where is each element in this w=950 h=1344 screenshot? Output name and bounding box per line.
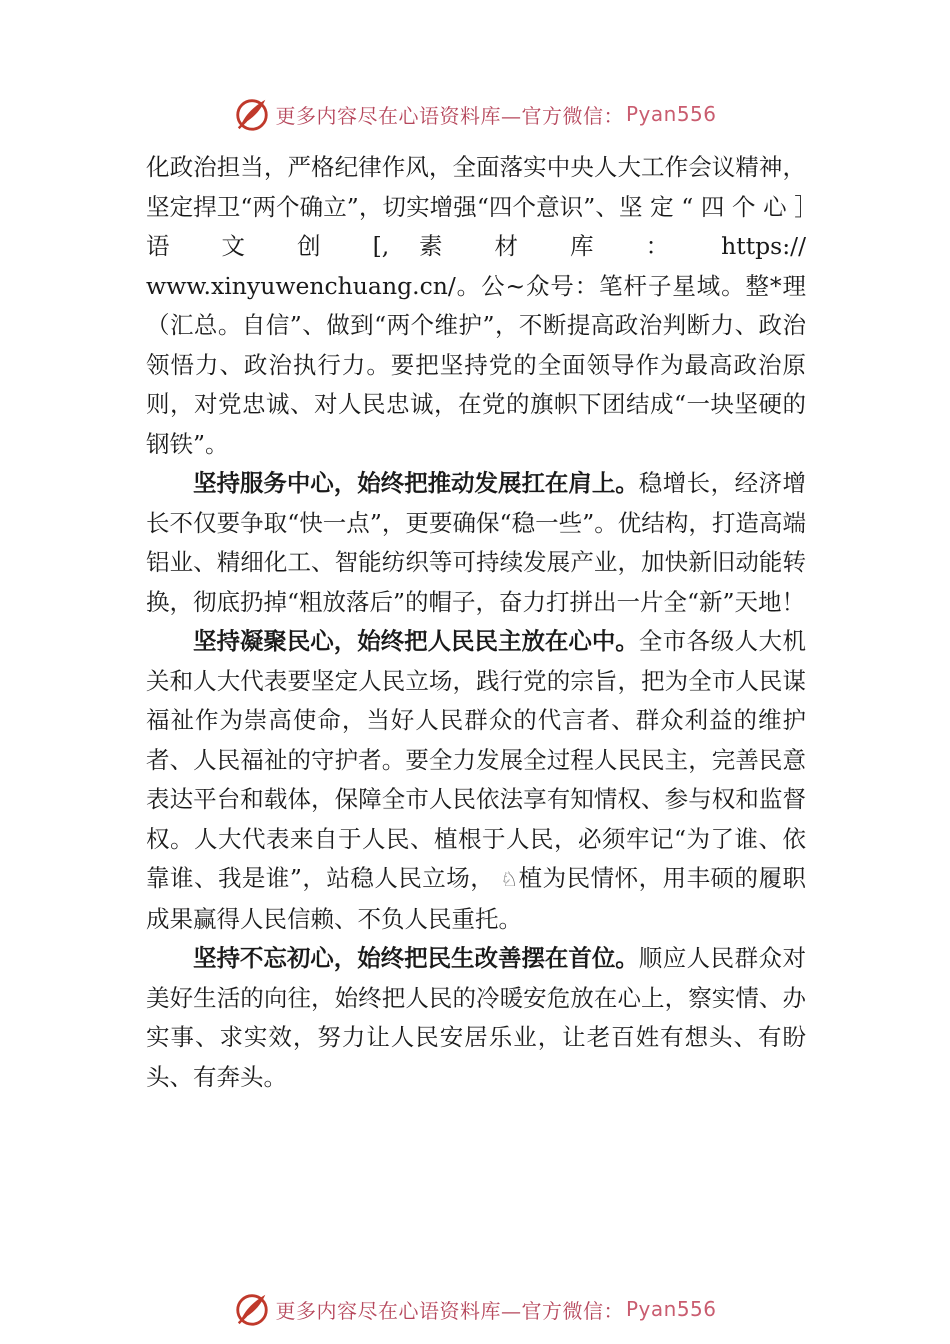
- wechat-id: Pyan556: [625, 1297, 717, 1321]
- quill-logo-icon: [233, 1290, 271, 1328]
- paragraph-heading: 坚持不忘初心，始终把民生改善摆在首位。: [193, 944, 639, 972]
- paragraph-text: 化政治担当，严格纪律作风，全面落实中央人大工作会议精神，坚定捍卫“两个确立”，切实增强“四个意识”、坚 定 “ 四 个 心 ］语 文 创 [, 素 材 库 ： https:// www.xinyuwenchuang.cn/。公~众号：笔杆子星域。整*理（汇总。自信”、做到“两个维护”，不断提高政治判断力、政治领悟力、政治执行力。要把坚持党的全面领导作为最高政治原则，对党忠诚、对人民忠诚，在党的旗帜下团结成“一块坚硬的钢铁”。: [146, 153, 806, 458]
- banner-text: 更多内容尽在心语资料库—官方微信：: [275, 103, 624, 128]
- paragraph-text: 全市各级人大机关和人大代表要坚定人民立场，践行党的宗旨，把为全市人民谋福祉作为崇高使命，当好人民群众的代言者、群众利益的维护者、人民福祉的守护者。要全力发展全过程人民民主，完善民意表达平台和载体，保障全市人民依法享有知情权、参与权和监督权。人大代表来自于人民、植根于人民，必须牢记“为了谁、依靠谁、我是谁”，站稳人民立场，: [146, 627, 807, 892]
- header-banner: [0, 92, 950, 136]
- paragraph-1: [146, 148, 806, 464]
- paragraph-text-tail: 植为民情怀，用丰硕的履职成果赢得人民信赖、不负人民重托。: [146, 864, 807, 933]
- paragraph-2: [146, 464, 806, 622]
- paragraph-heading: 坚持服务中心，始终把推动发展扛在肩上。: [193, 469, 639, 497]
- paragraph-4: [146, 939, 806, 1097]
- document-body: [146, 148, 806, 1097]
- paragraph-text: 稳增长，经济增长不仅要争取“快一点”，更要确保“稳一些”。优结构，打造高端铝业、精细化工、智能纺织等可持续发展产业，加快新旧动能转换，彻底扔掉“粗放落后”的帽子，奋力打拼出一片全“新”天地！: [146, 469, 807, 616]
- paragraph-text: 顺应人民群众对美好生活的向往，始终把人民的冷暖安危放在心上，察实情、办实事、求实效，努力让人民安居乐业，让老百姓有想头、有盼头、有奔头。: [146, 944, 807, 1091]
- wechat-id: Pyan556: [625, 102, 717, 126]
- quill-logo-icon: [233, 95, 271, 133]
- paragraph-heading: 坚持凝聚民心，始终把人民民主放在心中。: [193, 627, 639, 655]
- banner-text: 更多内容尽在心语资料库—官方微信：: [275, 1298, 624, 1323]
- paragraph-3: [146, 622, 806, 939]
- stray-mark: ♘: [500, 867, 519, 891]
- footer-banner: [0, 1287, 950, 1331]
